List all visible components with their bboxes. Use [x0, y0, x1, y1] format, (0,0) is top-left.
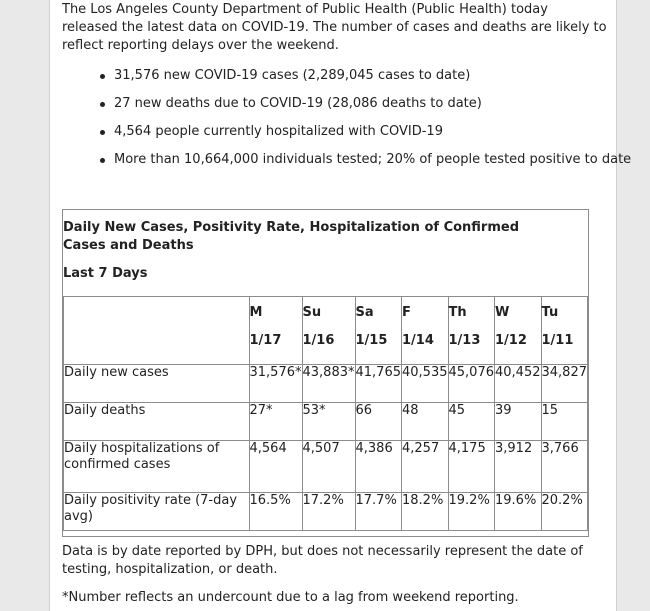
table-cell: 20.2%	[541, 493, 588, 531]
daily-stats-table-box	[62, 209, 589, 537]
bullet-tested: More than 10,664,000 individuals tested; 20% of people tested positive to date	[50, 146, 631, 174]
bullet-new-deaths: 27 new deaths due to COVID-19 (28,086 deaths to date)	[50, 90, 631, 118]
table-cell: 4,257	[402, 441, 449, 493]
column-header: Tu 1/11	[541, 297, 588, 365]
table-row	[64, 441, 588, 493]
table-cell: 3,766	[541, 441, 588, 493]
table-cell: 40,535	[402, 365, 449, 403]
table-cell: 15	[541, 403, 588, 441]
column-header: M 1/17	[249, 297, 302, 365]
row-label: Daily deaths	[64, 403, 250, 441]
table-title: Daily New Cases, Positivity Rate, Hospitalization of Confirmed Cases and Deaths	[63, 220, 520, 253]
column-header: Su 1/16	[302, 297, 355, 365]
table-cell: 27*	[249, 403, 302, 441]
bullet-new-cases: 31,576 new COVID-19 cases (2,289,045 cases to date)	[50, 62, 631, 90]
daily-stats-table	[63, 296, 588, 531]
table-cell: 16.5%	[249, 493, 302, 531]
table-cell: 40,452	[495, 365, 542, 403]
table-caption	[63, 219, 553, 283]
table-cell: 19.6%	[495, 493, 542, 531]
row-label: Daily positivity rate (7-day avg)	[64, 493, 250, 531]
table-row	[64, 493, 588, 531]
column-header: Th 1/13	[448, 297, 495, 365]
table-cell: 31,576*	[249, 365, 302, 403]
table-cell: 66	[355, 403, 402, 441]
table-cell: 45	[448, 403, 495, 441]
table-cell: 3,912	[495, 441, 542, 493]
table-subtitle: Last 7 Days	[63, 266, 148, 281]
table-cell: 4,386	[355, 441, 402, 493]
row-label: Daily hospitalizations of confirmed cases	[64, 441, 250, 493]
table-cell: 17.2%	[302, 493, 355, 531]
bullet-hospitalized: 4,564 people currently hospitalized with COVID-19	[50, 118, 631, 146]
table-cell: 34,827	[541, 365, 588, 403]
table-cell: 19.2%	[448, 493, 495, 531]
press-release-page	[49, 0, 632, 611]
table-cell: 43,883*	[302, 365, 355, 403]
column-header: F 1/14	[402, 297, 449, 365]
table-cell: 48	[402, 403, 449, 441]
summary-bullet-list	[50, 62, 631, 174]
footnote-date-reporting: Data is by date reported by DPH, but does not necessarily represent the date of testing, hospitalization, or death.	[62, 544, 583, 577]
table-cell: 17.7%	[355, 493, 402, 531]
table-cell: 41,765	[355, 365, 402, 403]
table-cell: 39	[495, 403, 542, 441]
table-cell: 4,507	[302, 441, 355, 493]
column-header: W 1/12	[495, 297, 542, 365]
table-cell: 4,564	[249, 441, 302, 493]
row-label: Daily new cases	[64, 365, 250, 403]
footnote-undercount: *Number reflects an undercount due to a lag from weekend reporting.	[62, 590, 519, 605]
table-row	[64, 403, 588, 441]
table-header-row	[64, 297, 588, 365]
header-empty-cell	[64, 297, 250, 365]
table-cell: 18.2%	[402, 493, 449, 531]
column-header: Sa 1/15	[355, 297, 402, 365]
intro-paragraph: The Los Angeles County Department of Public Health (Public Health) today released the latest data on COVID-19. The number of cases and deaths are likely to reflect reporting delays over the weekend.	[62, 2, 607, 53]
table-row	[64, 365, 588, 403]
table-cell: 4,175	[448, 441, 495, 493]
table-cell: 45,076	[448, 365, 495, 403]
table-cell: 53*	[302, 403, 355, 441]
